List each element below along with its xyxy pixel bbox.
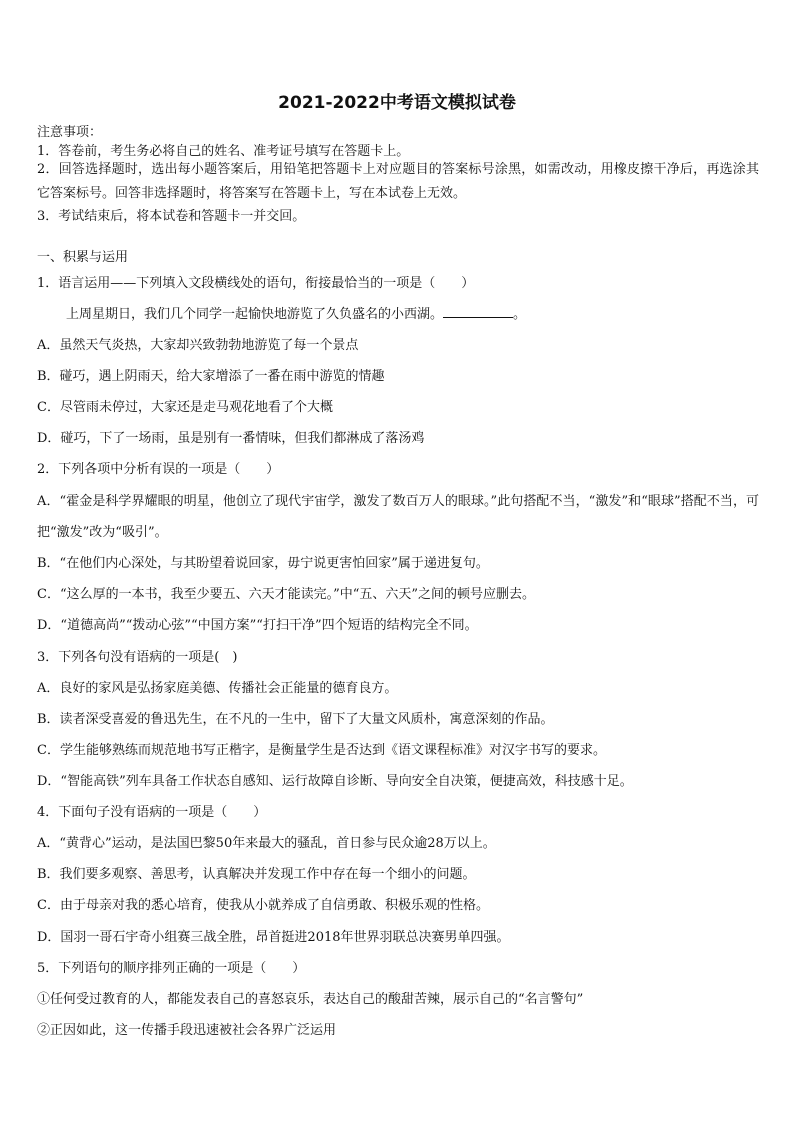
q1-passage xyxy=(66,303,526,322)
q1-option-a: A．虽然天气炎热，大家却兴致勃勃地游览了每一个景点 xyxy=(37,338,359,353)
q1-option-c: C．尽管雨未停过，大家还是走马观花地看了个大概 xyxy=(37,400,333,415)
q1-passage-end: 。 xyxy=(513,307,527,322)
q4-option-a: A．“黄背心”运动，是法国巴黎50年来最大的骚乱，首日参与民众逾28万以上。 xyxy=(37,836,496,851)
q1-option-d: D．碰巧，下了一场雨，虽是别有一番情味，但我们都淋成了落汤鸡 xyxy=(37,431,425,446)
q3-option-d: D．“智能高铁”列车具备工作状态自感知、运行故障自诊断、导向安全自决策，便捷高效，科技感十足。 xyxy=(37,774,633,789)
q1-option-b: B．碰巧，遇上阴雨天，给大家增添了一番在雨中游览的情趣 xyxy=(37,369,385,384)
notice-item-1: 1．答卷前，考生务必将自己的姓名、准考证号填写在答题卡上。 xyxy=(37,144,410,159)
q4-stem: 4．下面句子没有语病的一项是（ ） xyxy=(37,805,267,820)
notice-item-2: 2．回答选择题时，选出每小题答案后，用铅笔把答题卡上对应题目的答案标号涂黑，如需改动，用橡皮擦干净后，再选涂其它答案标号。回答非选择题时，将答案写在答题卡上，写在本试卷上无效。 xyxy=(37,162,759,201)
q4-option-d: D．国羽一哥石宇奇小组赛三战全胜，昂首挺进2018年世界羽联总决赛男单四强。 xyxy=(37,930,510,945)
q2-option-d: D．“道德高尚”“拨动心弦”“中国方案”“打扫干净”四个短语的结构完全不同。 xyxy=(37,618,478,633)
q2-stem: 2．下列各项中分析有误的一项是（ ） xyxy=(37,462,280,477)
q1-passage-text: 上周星期日，我们几个同学一起愉快地游览了久负盛名的小西湖。 xyxy=(66,307,444,322)
q3-option-a: A．良好的家风是弘扬家庭美德、传播社会正能量的德育良方。 xyxy=(37,681,398,696)
page-title: 2021-2022中考语文模拟试卷 xyxy=(278,93,516,113)
section-heading: 一、积累与运用 xyxy=(37,250,129,265)
q5-stem: 5．下列语句的顺序排列正确的一项是（ ） xyxy=(37,961,306,976)
q2-option-a: A．“霍金是科学界耀眼的明星，他创立了现代宇宙学，激发了数百万人的眼球。”此句搭配不当，“激发”和“眼球”搭配不当，可把“激发”改为“吸引”。 xyxy=(37,494,759,540)
q5-sentence-2: ②正因如此，这一传播手段迅速被社会各界广泛运用 xyxy=(37,1023,337,1038)
q4-option-b: B．我们要多观察、善思考，认真解决并发现工作中存在每一个细小的问题。 xyxy=(37,867,476,882)
q1-stem: 1．语言运用——下列填入文段横线处的语句，衔接最恰当的一项是（ ） xyxy=(37,276,475,291)
q3-option-c: C．学生能够熟练而规范地书写正楷字，是衡量学生是否达到《语文课程标准》对汉字书写的要求。 xyxy=(37,743,606,758)
notice-item-3: 3．考试结束后，将本试卷和答题卡一并交回。 xyxy=(37,209,306,224)
q4-option-c: C．由于母亲对我的悉心培育，使我从小就养成了自信勇敢、积极乐观的性格。 xyxy=(37,898,489,913)
q3-stem: 3．下列各句没有语病的一项是( ) xyxy=(37,650,238,665)
notice-heading: 注意事项： xyxy=(37,125,103,140)
q2-option-c: C．“这么厚的一本书，我至少要五、六天才能读完。”中“五、六天”之间的顿号应删去。 xyxy=(37,587,536,602)
q1-blank xyxy=(443,305,513,318)
q2-option-b: B．“在他们内心深处，与其盼望着说回家，毋宁说更害怕回家”属于递进复句。 xyxy=(37,556,489,571)
q5-sentence-1: ①任何受过教育的人，都能发表自己的喜怒哀乐，表达自己的酸甜苦辣，展示自己的“名言警句” xyxy=(37,992,584,1007)
q3-option-b: B．读者深受喜爱的鲁迅先生，在不凡的一生中，留下了大量文风质朴，寓意深刻的作品。 xyxy=(37,712,554,727)
